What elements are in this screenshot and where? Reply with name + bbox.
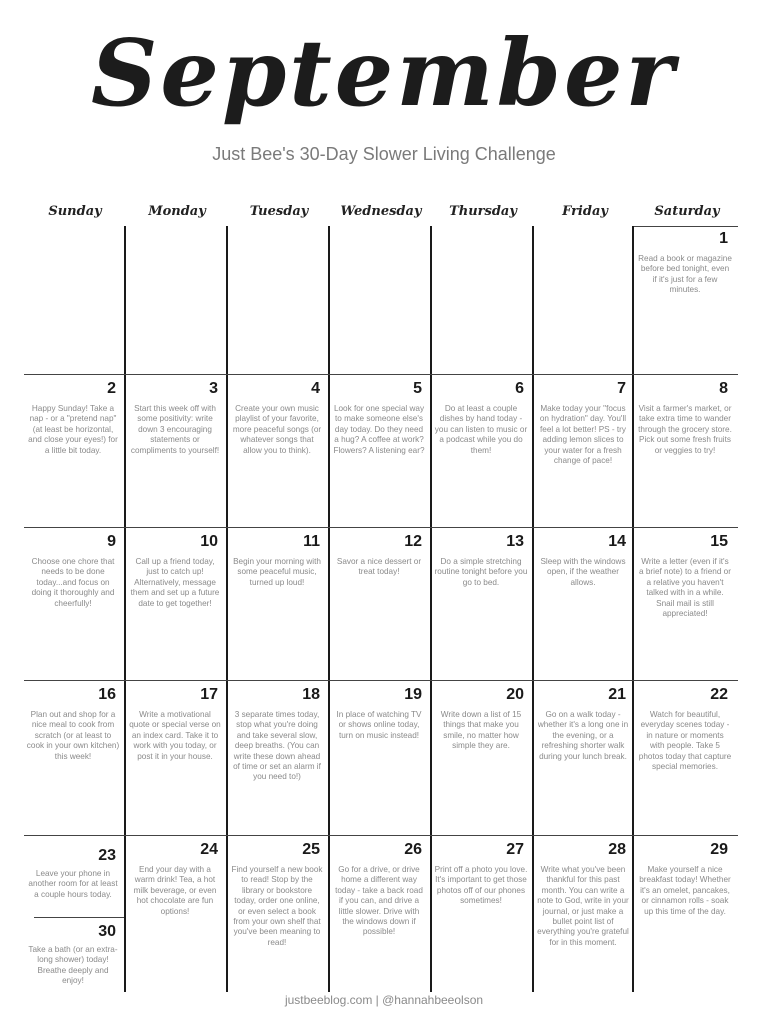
day-number: 19 xyxy=(404,686,422,703)
day-number: 9 xyxy=(107,533,116,550)
day-challenge-text: Leave your phone in another room for at least a couple hours today. xyxy=(28,869,118,899)
day-cell-24[interactable] xyxy=(126,837,224,992)
day-challenge-text: Do a simple stretching routine tonight before you go to bed. xyxy=(434,557,528,587)
day-challenge-text: Choose one chore that needs to be done today...and focus on doing it thoroughly and cheerfully! xyxy=(31,557,115,608)
day-challenge-text: Print off a photo you love. It's important to get those photos off of our phones sometimes! xyxy=(434,865,528,906)
day-cell-13[interactable] xyxy=(432,529,530,680)
day-challenge-text: Make today your "focus on hydration" day. You'll feel a lot better! PS - try adding lemon slices to your water for a fresh change of pace! xyxy=(539,404,627,466)
day-number: 7 xyxy=(617,380,626,397)
day-number: 4 xyxy=(311,380,320,397)
day-challenge-text: Plan out and shop for a nice meal to cook from scratch (or at least to cook in your own kitchen) this week! xyxy=(26,710,120,761)
day-cell-5[interactable] xyxy=(330,376,428,527)
day-cell-18[interactable] xyxy=(228,682,326,835)
day-number: 14 xyxy=(608,533,626,550)
day-challenge-text: End your day with a warm drink! Tea, a hot milk beverage, or even hot chocolate are fun options! xyxy=(133,865,217,916)
day-number: 21 xyxy=(608,686,626,703)
weekday-saturday: Saturday xyxy=(654,204,720,219)
day-challenge-text: In place of watching TV or shows online today, turn on music instead! xyxy=(336,710,422,740)
day-cell-10[interactable] xyxy=(126,529,224,680)
weekday-monday: Monday xyxy=(148,204,206,219)
day-challenge-text: Start this week off with some positivity: write down 3 encouraging statements or compliments to yourself! xyxy=(130,404,220,455)
day-number: 23 xyxy=(98,847,116,864)
day-challenge-text: Savor a nice dessert or treat today! xyxy=(336,557,422,577)
day-number: 22 xyxy=(710,686,728,703)
day-challenge-text: Write a motivational quote or special verse on an index card. Take it to work with you today, or post it in your house. xyxy=(129,710,221,761)
day-challenge-text: Write what you've been thankful for this past month. You can write a note to God, write in your journal, or just make a bullet point list of everything you're grateful for in this moment. xyxy=(537,865,629,947)
day-cell-30[interactable] xyxy=(24,919,122,992)
day-cell-11[interactable] xyxy=(228,529,326,680)
day-number: 16 xyxy=(98,686,116,703)
day-cell-6[interactable] xyxy=(432,376,530,527)
grid-line xyxy=(24,374,738,375)
day-challenge-text: Do at least a couple dishes by hand today - you can listen to music or a podcast while you do them! xyxy=(434,404,528,455)
day-cell-26[interactable] xyxy=(330,837,428,992)
day-number: 20 xyxy=(506,686,524,703)
day-number: 6 xyxy=(515,380,524,397)
day-challenge-text: 3 separate times today, stop what you're doing and take several slow, deep breaths. (You can write these down ahead of time or set an alarm if you need to!) xyxy=(233,710,321,782)
day-cell-12[interactable] xyxy=(330,529,428,680)
day-number: 28 xyxy=(608,841,626,858)
day-cell-20[interactable] xyxy=(432,682,530,835)
day-number: 25 xyxy=(302,841,320,858)
day-cell-21[interactable] xyxy=(534,682,632,835)
day-cell-4[interactable] xyxy=(228,376,326,527)
grid-line xyxy=(24,680,738,681)
day-challenge-text: Sleep with the windows open, if the weather allows. xyxy=(540,557,626,587)
day-cell-2[interactable] xyxy=(24,376,122,527)
day-number: 29 xyxy=(710,841,728,858)
day-cell-7[interactable] xyxy=(534,376,632,527)
day-cell-28[interactable] xyxy=(534,837,632,992)
day-number: 11 xyxy=(303,533,320,550)
calendar-grid xyxy=(24,226,738,992)
weekday-sunday: Sunday xyxy=(48,204,102,219)
weekday-friday: Friday xyxy=(562,204,608,219)
day-challenge-text: Find yourself a new book to read! Stop by the library or bookstore today, order one online, or even select a book from your own shelf that you've been meaning to read! xyxy=(231,865,323,947)
day-challenge-text: Create your own music playlist of your favorite, more peaceful songs (or whatever songs that allow you to think). xyxy=(232,404,322,455)
day-cell-14[interactable] xyxy=(534,529,632,680)
day-challenge-text: Happy Sunday! Take a nap - or a "pretend nap" (at least be horizontal, and close your eyes!) for a little bit today. xyxy=(28,404,118,455)
day-cell-19[interactable] xyxy=(330,682,428,835)
day-number: 26 xyxy=(404,841,422,858)
day-cell-1[interactable] xyxy=(636,226,734,374)
footer-credit[interactable]: justbeeblog.com | @hannahbeeolson xyxy=(284,993,484,1007)
day-cell-9[interactable] xyxy=(24,529,122,680)
day-cell-27[interactable] xyxy=(432,837,530,992)
day-number: 10 xyxy=(200,533,218,550)
day-number: 1 xyxy=(719,230,728,247)
day-challenge-text: Look for one special way to make someone else's day today. Do they need a hug? A coffee at work? Flowers? A listening ear? xyxy=(333,404,425,455)
day-challenge-text: Make yourself a nice breakfast today! Whether it's an omelet, pancakes, or cinnamon rolls - soak up this time of the day. xyxy=(639,865,731,916)
day-cell-16[interactable] xyxy=(24,682,122,835)
day-challenge-text: Go on a walk today - whether it's a long one in the evening, or a refreshing shorter walk during your lunch break. xyxy=(537,710,629,761)
day-cell-3[interactable] xyxy=(126,376,224,527)
day-cell-8[interactable] xyxy=(636,376,734,527)
day-number: 18 xyxy=(302,686,320,703)
day-cell-15[interactable] xyxy=(636,529,734,680)
grid-line xyxy=(24,527,738,528)
day-number: 8 xyxy=(719,380,728,397)
weekday-header xyxy=(24,204,738,226)
weekday-thursday: Thursday xyxy=(449,204,517,219)
grid-line xyxy=(632,226,634,992)
day-cell-25[interactable] xyxy=(228,837,326,992)
day-challenge-text: Write down a list of 15 things that make you smile, no matter how simple they are. xyxy=(440,710,522,751)
day-challenge-text: Write a letter (even if it's a brief note) to a friend or a relative you haven't talked with in a while. Snail mail is still appreciated! xyxy=(639,557,731,619)
day-challenge-text: Begin your morning with some peaceful music, turned up loud! xyxy=(233,557,321,587)
day-challenge-text: Visit a farmer's market, or take extra time to wander through the grocery store. Pick out some fresh fruits or veggies to try! xyxy=(638,404,732,455)
day-challenge-text: Call up a friend today, just to catch up! Alternatively, message them and set up a future date to get together! xyxy=(130,557,220,608)
day-challenge-text: Go for a drive, or drive home a different way today - take a back road if you can, and drive a little slower. Drive with the windows down if possible! xyxy=(335,865,423,937)
day-cell-17[interactable] xyxy=(126,682,224,835)
day-number: 24 xyxy=(200,841,218,858)
day-challenge-text: Read a book or magazine before bed tonight, even if it's just for a few minutes. xyxy=(638,254,732,295)
weekday-tuesday: Tuesday xyxy=(249,204,309,219)
day-number: 27 xyxy=(506,841,524,858)
page-subtitle: Just Bee's 30-Day Slower Living Challenge xyxy=(212,144,556,164)
grid-line xyxy=(24,835,738,836)
grid-line xyxy=(34,917,124,918)
day-number: 30 xyxy=(98,923,116,940)
day-cell-29[interactable] xyxy=(636,837,734,992)
day-number: 12 xyxy=(404,533,422,550)
day-number: 13 xyxy=(506,533,524,550)
day-number: 2 xyxy=(107,380,116,397)
day-number: 5 xyxy=(413,380,422,397)
day-challenge-text: Take a bath (or an extra-long shower) today! Breathe deeply and enjoy! xyxy=(28,945,118,986)
day-number: 15 xyxy=(710,533,728,550)
page-title: September xyxy=(90,19,677,127)
day-cell-23[interactable] xyxy=(24,837,122,917)
day-number: 17 xyxy=(200,686,218,703)
day-number: 3 xyxy=(209,380,218,397)
weekday-wednesday: Wednesday xyxy=(340,204,422,219)
day-challenge-text: Watch for beautiful, everyday scenes today - in nature or moments with people. Take 5 photos today that capture special memories. xyxy=(638,710,732,772)
day-cell-22[interactable] xyxy=(636,682,734,835)
